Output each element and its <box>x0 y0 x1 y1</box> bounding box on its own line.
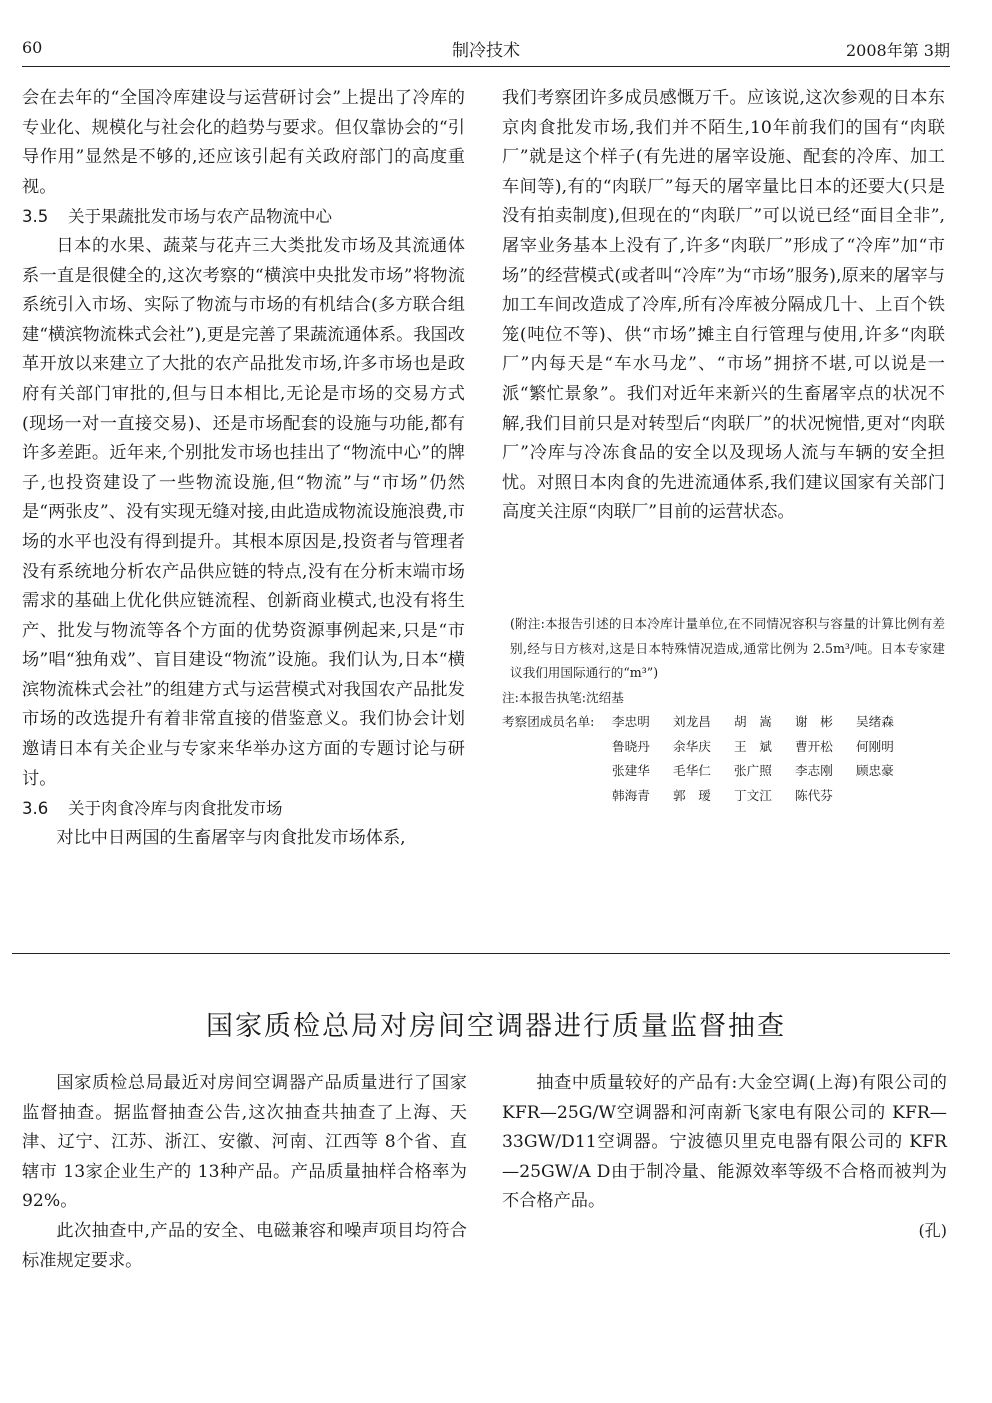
member-name: 谢 彬 <box>795 714 833 729</box>
news-paragraph-1: 国家质检总局最近对房间空调器产品质量进行了国家监督抽查。据监督抽查公告,这次抽查共抽查了上海、天津、辽宁、江苏、浙江、安徽、河南、江西等 8个省、直辖市 13家企业生产的 13种产品。产品质量抽样合格率为 92%。 <box>22 1073 467 1212</box>
writer-note: 注:本报告执笔:沈绍基 <box>502 689 624 705</box>
section-number: 3.6 <box>22 799 49 819</box>
article-left-column <box>22 84 465 853</box>
news-left-column <box>22 1069 467 1276</box>
member-name: 何刚明 <box>856 738 894 754</box>
page-number: 60 <box>22 38 43 57</box>
member-name: 陈代芬 <box>795 787 833 803</box>
member-name: 李志刚 <box>795 763 833 778</box>
members-label: 考察团成员名单: <box>502 714 595 729</box>
member-name: 李忠明 <box>612 714 650 729</box>
member-name: 鲁晓丹 <box>612 738 650 754</box>
section-heading-3-6 <box>22 794 465 824</box>
member-name: 曹开松 <box>795 738 833 754</box>
member-name: 余华庆 <box>673 738 711 754</box>
member-row <box>502 710 945 735</box>
section-3-5-paragraph: 日本的水果、蔬菜与花卉三大类批发市场及其流通体系一直是很健全的,这次考察的“横滨中央批发市场”将物流系统引入市场、实际了物流与市场的有机结合(多方联合组建“横滨物流株式会社”),更是完善了果蔬流通体系。我国改革开放以来建立了大批的农产品批发市场,许多市场也是政府有关部门审批的,但与日本相比,无论是市场的交易方式(现场一对一直接交易)、还是市场配套的设施与功能,都有许多差距。近年来,个别批发市场也挂出了“物流中心”的牌子,也投资建设了一些物流设施,但“物流”与“市场”仍然是“两张皮”、没有实现无缝对接,由此造成物流设施浪费,市场的水平也没有得到提升。其根本原因是,投资者与管理者没有系统地分析农产品供应链的特点,没有在分析末端市场需求的基础上优化供应链流程、创新商业模式,也没有将生产、批发与物流等各个方面的优势资源事例起来,只是“市场”唱“独角戏”、盲目建设“物流”设施。我们认为,日本“横滨物流株式会社”的组建方式与运营模式对我国农产品批发市场的改选提升有着非常直接的借鉴意义。我们协会计划邀请日本有关企业与专家来华举办这方面的专题讨论与研讨。 <box>22 235 465 789</box>
article-divider <box>12 953 950 954</box>
member-row <box>502 759 945 784</box>
section-title: 关于肉食冷库与肉食批发市场 <box>68 799 283 819</box>
header-rule <box>22 66 950 67</box>
appendix-note: (附注:本报告引述的日本冷库计量单位,在不同情况容积与容量的计算比例有差别,经与日方核对,这是日本特殊情况造成,通常比例为 2.5m³/吨。日本专家建议我们用国际通行的“m³”) <box>510 616 945 680</box>
running-header <box>22 30 950 64</box>
member-name: 张广照 <box>734 763 772 778</box>
news-paragraph-3: 抽查中质量较好的产品有:大金空调(上海)有限公司的 KFR—25G/W空调器和河南新飞家电有限公司的 KFR—33GW/D11空调器。宁波德贝里克电器有限公司的 KFR—25GW/A D由于制冷量、能源效率等级不合格而被判为不合格产品。 <box>502 1073 947 1212</box>
member-row <box>502 735 945 760</box>
report-notes <box>502 612 945 808</box>
member-name: 郭 瑷 <box>673 787 711 803</box>
member-name: 毛华仁 <box>673 763 711 778</box>
news-paragraph-2: 此次抽查中,产品的安全、电磁兼容和噪声项目均符合标准规定要求。 <box>22 1220 467 1271</box>
issue-label: 2008年第 3期 <box>846 41 950 60</box>
left-paragraph-1: 会在去年的“全国冷库建设与运营研讨会”上提出了冷库的专业化、规模化与社会化的趋势与要求。但仅靠协会的“引导作用”显然是不够的,还应该引起有关政府部门的高度重视。 <box>22 88 465 197</box>
member-name: 吴绪森 <box>856 714 894 729</box>
article-right-column <box>502 84 945 528</box>
section-heading-3-5 <box>22 202 465 232</box>
news-title: 国家质检总局对房间空调器进行质量监督抽查 <box>206 1011 786 1042</box>
author-signature: (孔) <box>918 1221 947 1240</box>
member-name: 张建华 <box>612 763 650 778</box>
member-row <box>502 784 945 809</box>
member-name: 胡 嵩 <box>734 714 772 729</box>
section-number: 3.5 <box>22 207 49 227</box>
member-name: 王 斌 <box>734 738 772 754</box>
member-name: 顾忠豪 <box>856 763 894 778</box>
journal-title: 制冷技术 <box>452 41 520 61</box>
news-right-column <box>502 1069 947 1217</box>
member-name: 韩海青 <box>612 787 650 803</box>
member-name: 刘龙昌 <box>673 714 711 729</box>
right-paragraph-1: 我们考察团许多成员感慨万千。应该说,这次参观的日本东京肉食批发市场,我们并不陌生,10年前我们的国有“肉联厂”就是这个样子(有先进的屠宰设施、配套的冷库、加工车间等),有的“肉联厂”每天的屠宰量比日本的还要大(只是没有拍卖制度),但现在的“肉联厂”可以说已经“面目全非”,屠宰业务基本上没有了,许多“肉联厂”形成了“冷库”加“市场”的经营模式(或者叫“冷库”为“市场”服务),原来的屠宰与加工车间改造成了冷库,所有冷库被分隔成几十、上百个铁笼(吨位不等)、供“市场”摊主自行管理与使用,许多“肉联厂”内每天是“车水马龙”、“市场”拥挤不堪,可以说是一派“繁忙景象”。我们对近年来新兴的生畜屠宰点的状况不解,我们目前只是对转型后“肉联厂”的状况惋惜,更对“肉联厂”冷库与冷冻食品的安全以及现场人流与车辆的安全担忧。对照日本肉食的先进流通体系,我们建议国家有关部门高度关注原“肉联厂”目前的运营状态。 <box>502 88 945 523</box>
section-title: 关于果蔬批发市场与农产品物流中心 <box>68 207 332 227</box>
section-3-6-paragraph: 对比中日两国的生畜屠宰与肉食批发市场体系, <box>56 827 406 848</box>
member-name: 丁文江 <box>734 787 772 803</box>
